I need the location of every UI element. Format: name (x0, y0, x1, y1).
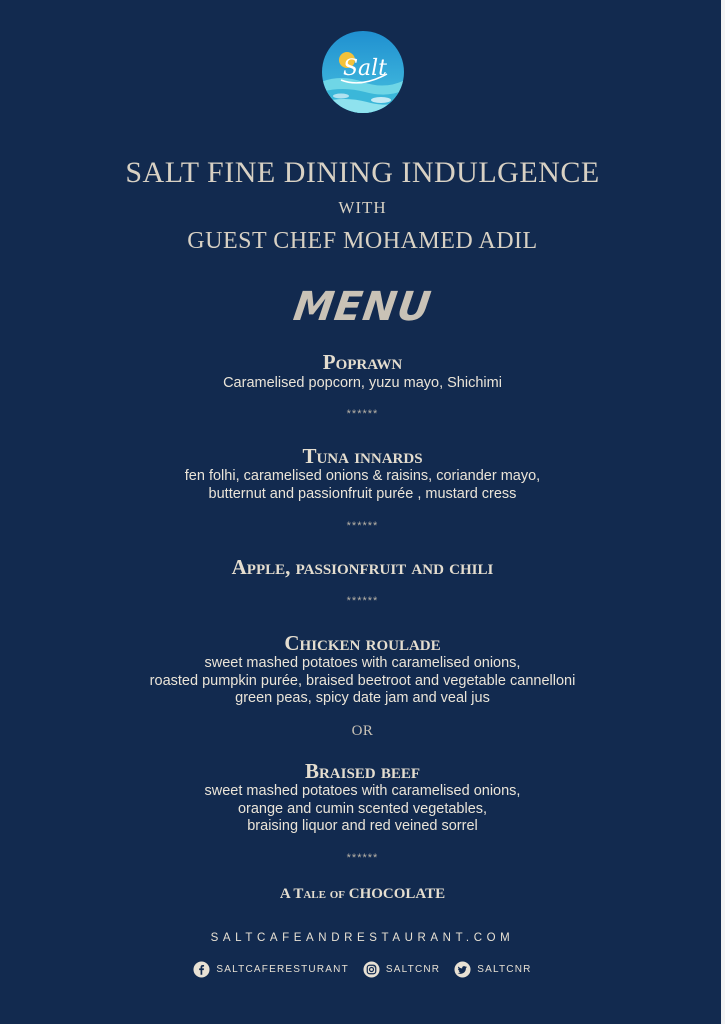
dish-title-chicken: Chicken roulade (284, 631, 441, 655)
social-instagram[interactable] (363, 961, 440, 978)
event-with: WITH (338, 198, 387, 217)
instagram-label: SALTCNR (385, 964, 441, 975)
logo-text: Salt (342, 56, 388, 81)
separator: ****** (346, 852, 379, 864)
salt-logo-icon (321, 30, 405, 114)
dish-desc-line: braising liquor and red veined sorrel (247, 818, 478, 834)
dish-desc-line: Caramelised popcorn, yuzu mayo, Shichimi (223, 375, 502, 391)
dish-desc-line: butternut and passionfruit purée , mustard cress (208, 486, 517, 502)
dish-title-poprawn: Poprawn (322, 350, 403, 374)
dish-desc-line: green peas, spicy date jam and veal jus (235, 690, 490, 706)
dish-title-tuna: Tuna innards (302, 444, 423, 468)
or-divider: OR (351, 723, 374, 739)
menu-heading: MENU (290, 284, 435, 330)
dish-desc-line: roasted pumpkin purée, braised beetroot and vegetable cannelloni (149, 673, 576, 689)
separator: ****** (346, 595, 379, 607)
page-edge (721, 0, 725, 1024)
facebook-icon (193, 961, 210, 978)
separator: ****** (346, 520, 379, 532)
dish-desc-line: sweet mashed potatoes with caramelised onions, (204, 783, 521, 799)
social-links (0, 961, 725, 978)
social-facebook[interactable] (193, 961, 348, 978)
event-title: SALT FINE DINING INDULGENCE (125, 156, 600, 189)
dish-desc-line: sweet mashed potatoes with caramelised onions, (204, 655, 521, 671)
twitter-icon (454, 961, 471, 978)
dish-title-beef: Braised beef (304, 759, 421, 783)
social-twitter[interactable] (454, 961, 531, 978)
instagram-icon (363, 961, 380, 978)
separator: ****** (346, 408, 379, 420)
dessert-prefix: A Tale of (279, 886, 349, 902)
website-link[interactable]: SALTCAFEANDRESTAURANT.COM (210, 932, 515, 944)
dessert-title (0, 886, 725, 903)
dish-title-apple: Apple, passionfruit and chili (231, 555, 494, 579)
dessert-main: CHOCOLATE (348, 886, 446, 902)
facebook-label: SALTCAFERESTURANT (216, 964, 349, 975)
dish-desc-line: fen folhi, caramelised onions & raisins, coriander mayo, (184, 468, 541, 484)
dish-desc-line: orange and cumin scented vegetables, (237, 801, 488, 817)
guest-chef: GUEST CHEF MOHAMED ADIL (187, 228, 538, 254)
twitter-label: SALTCNR (477, 964, 532, 975)
